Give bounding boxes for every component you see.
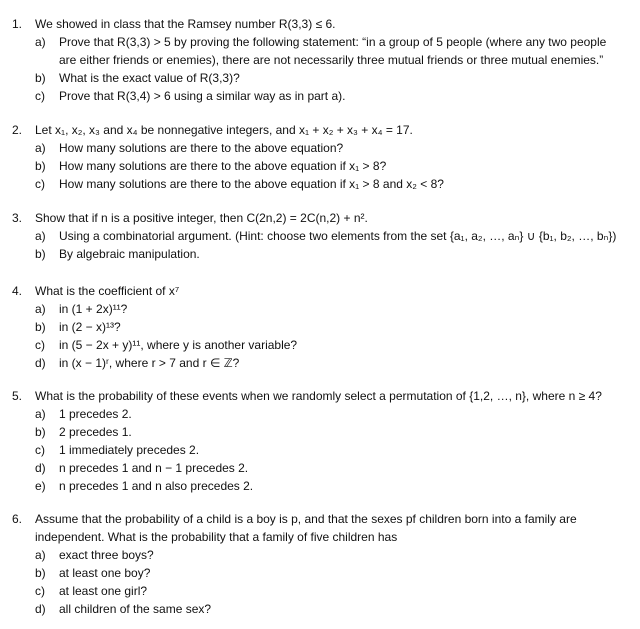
question-1 bbox=[0, 15, 640, 105]
question-number: 3. bbox=[12, 211, 23, 225]
question-3 bbox=[0, 209, 640, 263]
part-letter: d) bbox=[35, 602, 46, 616]
part-text: are either friends or enemies), there are not necessarily three mutual friends or three mutual enemies.” bbox=[59, 53, 604, 67]
question-text: independent. What is the probability that a family of five children has bbox=[35, 530, 398, 544]
question-5 bbox=[0, 387, 640, 495]
part-letter: b) bbox=[35, 159, 46, 173]
part-text: in (5 − 2x + y)¹¹, where y is another variable? bbox=[59, 338, 298, 352]
question-4 bbox=[0, 282, 640, 372]
part-text: in (2 − x)¹³? bbox=[59, 320, 121, 334]
part-text: exact three boys? bbox=[59, 548, 154, 562]
question-number: 4. bbox=[12, 284, 23, 298]
question-6 bbox=[0, 510, 640, 618]
question-text: What is the probability of these events when we randomly select a permutation of {1,2, …, n}, where n ≥ 4? bbox=[35, 389, 602, 403]
part-letter: c) bbox=[35, 443, 45, 457]
question-2 bbox=[0, 121, 640, 193]
part-text: 1 precedes 2. bbox=[59, 407, 132, 421]
part-letter: b) bbox=[35, 566, 46, 580]
part-text: 2 precedes 1. bbox=[59, 425, 132, 439]
part-text: all children of the same sex? bbox=[59, 602, 212, 616]
part-letter: a) bbox=[35, 141, 46, 155]
question-number: 5. bbox=[12, 389, 23, 403]
question-text: Let x₁, x₂, x₃ and x₄ be nonnegative integers, and x₁ + x₂ + x₃ + x₄ = 17. bbox=[35, 123, 413, 137]
part-letter: a) bbox=[35, 229, 46, 243]
part-letter: b) bbox=[35, 425, 46, 439]
question-number: 1. bbox=[12, 17, 23, 31]
part-text: How many solutions are there to the above equation if x₁ > 8? bbox=[59, 159, 387, 173]
part-text: Prove that R(3,3) > 5 by proving the following statement: “in a group of 5 people (where any two people bbox=[59, 35, 607, 49]
part-text: at least one boy? bbox=[59, 566, 151, 580]
part-text: What is the exact value of R(3,3)? bbox=[59, 71, 240, 85]
part-letter: c) bbox=[35, 177, 45, 191]
part-letter: c) bbox=[35, 89, 45, 103]
part-text: 1 immediately precedes 2. bbox=[59, 443, 200, 457]
part-letter: a) bbox=[35, 35, 46, 49]
part-letter: e) bbox=[35, 479, 46, 493]
part-text: How many solutions are there to the above equation if x₁ > 8 and x₂ < 8? bbox=[59, 177, 444, 191]
part-letter: b) bbox=[35, 71, 46, 85]
question-number: 6. bbox=[12, 512, 23, 526]
question-number: 2. bbox=[12, 123, 23, 137]
part-letter: b) bbox=[35, 247, 46, 261]
part-letter: d) bbox=[35, 356, 46, 370]
part-text: n precedes 1 and n − 1 precedes 2. bbox=[59, 461, 249, 475]
part-letter: a) bbox=[35, 302, 46, 316]
part-text: Using a combinatorial argument. (Hint: choose two elements from the set {a₁, a₂, …, aₙ} ∪ {b₁, b₂, …, bₙ}) bbox=[59, 229, 617, 243]
question-text: Show that if n is a positive integer, then C(2n,2) = 2C(n,2) + n². bbox=[35, 211, 368, 225]
part-text: n precedes 1 and n also precedes 2. bbox=[59, 479, 254, 493]
part-letter: c) bbox=[35, 584, 45, 598]
part-letter: c) bbox=[35, 338, 45, 352]
part-text: How many solutions are there to the above equation? bbox=[59, 141, 344, 155]
part-text: By algebraic manipulation. bbox=[59, 247, 200, 261]
question-text: We showed in class that the Ramsey number R(3,3) ≤ 6. bbox=[35, 17, 336, 31]
part-text: Prove that R(3,4) > 6 using a similar way as in part a). bbox=[59, 89, 346, 103]
part-letter: d) bbox=[35, 461, 46, 475]
part-letter: b) bbox=[35, 320, 46, 334]
part-text: in (x − 1)ʳ, where r > 7 and r ∈ ℤ? bbox=[59, 356, 240, 370]
part-text: in (1 + 2x)¹¹? bbox=[59, 302, 128, 316]
part-letter: a) bbox=[35, 548, 46, 562]
question-text: Assume that the probability of a child is a boy is p, and that the sexes pf children born into a family are bbox=[35, 512, 577, 526]
part-letter: a) bbox=[35, 407, 46, 421]
part-text: at least one girl? bbox=[59, 584, 148, 598]
question-text: What is the coefficient of x⁷ bbox=[35, 284, 180, 298]
